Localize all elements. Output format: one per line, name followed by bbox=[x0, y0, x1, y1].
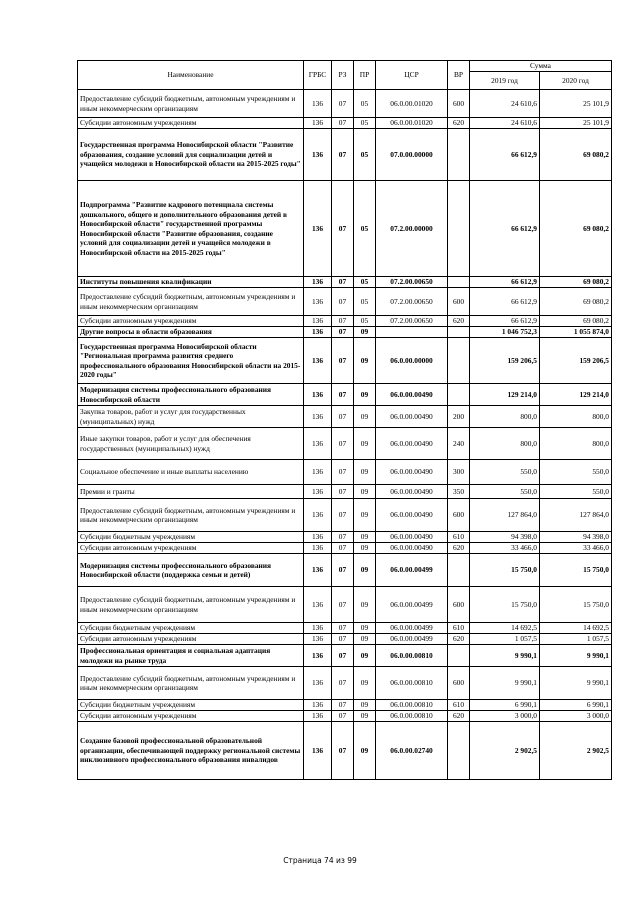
table-row bbox=[78, 532, 612, 543]
header-pr: ПР bbox=[354, 61, 376, 90]
cell-vr: 350 bbox=[448, 485, 470, 499]
cell-vr bbox=[448, 327, 470, 338]
cell-pr: 09 bbox=[354, 428, 376, 460]
cell-sum-2019: 550,0 bbox=[470, 485, 540, 499]
table-row bbox=[78, 288, 612, 316]
table-row bbox=[78, 316, 612, 327]
table-header bbox=[78, 61, 612, 90]
cell-name: Закупка товаров, работ и услуг для государственных (муниципальных) нужд bbox=[78, 406, 304, 428]
cell-csr: 06.0.00.00490 bbox=[376, 406, 448, 428]
cell-grbs: 136 bbox=[304, 587, 332, 623]
cell-rz: 07 bbox=[332, 667, 354, 700]
cell-name: Субсидии автономным учреждениям bbox=[78, 118, 304, 129]
cell-pr: 09 bbox=[354, 634, 376, 645]
table-row bbox=[78, 623, 612, 634]
cell-sum-2019: 94 398,0 bbox=[470, 532, 540, 543]
table-row bbox=[78, 667, 612, 700]
cell-sum-2020: 9 990,1 bbox=[540, 645, 612, 667]
cell-pr: 05 bbox=[354, 181, 376, 277]
cell-vr: 620 bbox=[448, 634, 470, 645]
cell-vr: 600 bbox=[448, 587, 470, 623]
cell-rz: 07 bbox=[332, 338, 354, 384]
cell-sum-2019: 33 466,0 bbox=[470, 543, 540, 554]
cell-sum-2019: 66 612,9 bbox=[470, 181, 540, 277]
cell-sum-2020: 129 214,0 bbox=[540, 384, 612, 406]
cell-pr: 09 bbox=[354, 338, 376, 384]
cell-name: Субсидии бюджетным учреждениям bbox=[78, 532, 304, 543]
table-row bbox=[78, 499, 612, 532]
cell-rz: 07 bbox=[332, 277, 354, 288]
cell-vr bbox=[448, 181, 470, 277]
cell-csr: 06.0.00.00499 bbox=[376, 587, 448, 623]
header-grbs: ГРБС bbox=[304, 61, 332, 90]
table-row bbox=[78, 460, 612, 485]
cell-csr bbox=[376, 327, 448, 338]
cell-sum-2020: 9 990,1 bbox=[540, 667, 612, 700]
header-name: Наименование bbox=[78, 61, 304, 90]
cell-sum-2020: 69 080,2 bbox=[540, 316, 612, 327]
cell-sum-2019: 66 612,9 bbox=[470, 316, 540, 327]
cell-csr: 06.0.00.00499 bbox=[376, 634, 448, 645]
cell-sum-2020: 69 080,2 bbox=[540, 181, 612, 277]
cell-grbs: 136 bbox=[304, 711, 332, 722]
cell-rz: 07 bbox=[332, 634, 354, 645]
cell-rz: 07 bbox=[332, 90, 354, 118]
cell-rz: 07 bbox=[332, 460, 354, 485]
cell-pr: 05 bbox=[354, 129, 376, 181]
cell-sum-2019: 9 990,1 bbox=[470, 645, 540, 667]
cell-name: Модернизация системы профессионального образования Новосибирской области (поддержка семьи и детей) bbox=[78, 554, 304, 587]
cell-rz: 07 bbox=[332, 327, 354, 338]
cell-name: Другие вопросы в области образования bbox=[78, 327, 304, 338]
cell-rz: 07 bbox=[332, 543, 354, 554]
cell-pr: 05 bbox=[354, 288, 376, 316]
header-year-2020: 2020 год bbox=[540, 72, 612, 90]
table-row bbox=[78, 181, 612, 277]
cell-csr: 06.0.00.01020 bbox=[376, 90, 448, 118]
cell-sum-2020: 550,0 bbox=[540, 460, 612, 485]
cell-vr: 610 bbox=[448, 532, 470, 543]
cell-vr: 610 bbox=[448, 700, 470, 711]
cell-sum-2020: 1 055 874,0 bbox=[540, 327, 612, 338]
cell-grbs: 136 bbox=[304, 634, 332, 645]
cell-csr: 06.0.00.00490 bbox=[376, 428, 448, 460]
cell-pr: 09 bbox=[354, 623, 376, 634]
cell-pr: 09 bbox=[354, 543, 376, 554]
cell-vr: 200 bbox=[448, 406, 470, 428]
cell-sum-2020: 14 692,5 bbox=[540, 623, 612, 634]
cell-rz: 07 bbox=[332, 316, 354, 327]
cell-sum-2019: 14 692,5 bbox=[470, 623, 540, 634]
table-row bbox=[78, 543, 612, 554]
cell-name: Субсидии автономным учреждениям bbox=[78, 634, 304, 645]
cell-rz: 07 bbox=[332, 118, 354, 129]
cell-grbs: 136 bbox=[304, 384, 332, 406]
cell-rz: 07 bbox=[332, 485, 354, 499]
cell-sum-2020: 69 080,2 bbox=[540, 277, 612, 288]
cell-grbs: 136 bbox=[304, 623, 332, 634]
table-row bbox=[78, 118, 612, 129]
cell-csr: 06.0.00.00810 bbox=[376, 645, 448, 667]
cell-csr: 06.0.00.00490 bbox=[376, 499, 448, 532]
cell-pr: 09 bbox=[354, 384, 376, 406]
cell-csr: 06.0.00.00499 bbox=[376, 554, 448, 587]
cell-vr: 600 bbox=[448, 288, 470, 316]
cell-name: Предоставление субсидий бюджетным, автономным учреждениям и иным некоммерческим организациям bbox=[78, 288, 304, 316]
cell-vr: 600 bbox=[448, 499, 470, 532]
cell-pr: 09 bbox=[354, 722, 376, 780]
cell-grbs: 136 bbox=[304, 181, 332, 277]
cell-csr: 06.0.00.00810 bbox=[376, 700, 448, 711]
header-vr: ВР bbox=[448, 61, 470, 90]
table-row bbox=[78, 722, 612, 780]
cell-grbs: 136 bbox=[304, 327, 332, 338]
header-sum: Сумма bbox=[470, 61, 612, 72]
cell-sum-2020: 2 902,5 bbox=[540, 722, 612, 780]
table-row bbox=[78, 485, 612, 499]
table-row bbox=[78, 277, 612, 288]
cell-sum-2020: 159 206,5 bbox=[540, 338, 612, 384]
cell-sum-2020: 127 864,0 bbox=[540, 499, 612, 532]
cell-name: Предоставление субсидий бюджетным, автономным учреждениям и иным некоммерческим организациям bbox=[78, 499, 304, 532]
cell-name: Субсидии автономным учреждениям bbox=[78, 543, 304, 554]
cell-sum-2019: 66 612,9 bbox=[470, 288, 540, 316]
cell-rz: 07 bbox=[332, 499, 354, 532]
cell-csr: 06.0.00.00490 bbox=[376, 543, 448, 554]
cell-name: Подпрограмма "Развитие кадрового потенциала системы дошкольного, общего и дополнительного образования детей в Новосибирской области" государственной программы Новосибирской области "Развитие образования, создание условий для социализации детей и учащейся молодежи в Новосибирской области на 2015-2025 годы" bbox=[78, 181, 304, 277]
cell-grbs: 136 bbox=[304, 645, 332, 667]
cell-vr bbox=[448, 384, 470, 406]
cell-name: Субсидии бюджетным учреждениям bbox=[78, 623, 304, 634]
cell-grbs: 136 bbox=[304, 316, 332, 327]
cell-pr: 09 bbox=[354, 485, 376, 499]
cell-grbs: 136 bbox=[304, 277, 332, 288]
cell-sum-2019: 66 612,9 bbox=[470, 277, 540, 288]
cell-name: Модернизация системы профессионального образования Новосибирской области bbox=[78, 384, 304, 406]
cell-vr: 240 bbox=[448, 428, 470, 460]
table-row bbox=[78, 700, 612, 711]
cell-csr: 06.0.00.02740 bbox=[376, 722, 448, 780]
table-row bbox=[78, 645, 612, 667]
cell-vr bbox=[448, 277, 470, 288]
cell-name: Премии и гранты bbox=[78, 485, 304, 499]
cell-sum-2020: 15 750,0 bbox=[540, 554, 612, 587]
cell-grbs: 136 bbox=[304, 667, 332, 700]
cell-sum-2019: 2 902,5 bbox=[470, 722, 540, 780]
cell-pr: 09 bbox=[354, 700, 376, 711]
cell-csr: 06.0.00.00490 bbox=[376, 485, 448, 499]
cell-csr: 06.0.00.00490 bbox=[376, 384, 448, 406]
cell-sum-2020: 800,0 bbox=[540, 406, 612, 428]
cell-sum-2019: 15 750,0 bbox=[470, 587, 540, 623]
table-row bbox=[78, 587, 612, 623]
cell-rz: 07 bbox=[332, 288, 354, 316]
cell-pr: 09 bbox=[354, 499, 376, 532]
cell-grbs: 136 bbox=[304, 700, 332, 711]
cell-grbs: 136 bbox=[304, 129, 332, 181]
cell-grbs: 136 bbox=[304, 428, 332, 460]
cell-pr: 09 bbox=[354, 532, 376, 543]
table-row bbox=[78, 634, 612, 645]
cell-csr: 07.2.00.00000 bbox=[376, 181, 448, 277]
cell-name: Государственная программа Новосибирской области "Развитие образования, создание условий для социализации детей и учащейся молодежи в Новосибирской области на 2015-2025 годы" bbox=[78, 129, 304, 181]
cell-rz: 07 bbox=[332, 428, 354, 460]
cell-grbs: 136 bbox=[304, 499, 332, 532]
table-row bbox=[78, 384, 612, 406]
cell-sum-2019: 129 214,0 bbox=[470, 384, 540, 406]
cell-rz: 07 bbox=[332, 554, 354, 587]
cell-vr: 300 bbox=[448, 460, 470, 485]
cell-csr: 06.0.00.00490 bbox=[376, 532, 448, 543]
cell-sum-2020: 25 101,9 bbox=[540, 90, 612, 118]
cell-sum-2019: 24 610,6 bbox=[470, 118, 540, 129]
cell-grbs: 136 bbox=[304, 288, 332, 316]
cell-name: Предоставление субсидий бюджетным, автономным учреждениям и иным некоммерческим организациям bbox=[78, 587, 304, 623]
table-row bbox=[78, 90, 612, 118]
cell-name: Субсидии бюджетным учреждениям bbox=[78, 700, 304, 711]
cell-csr: 06.0.00.00000 bbox=[376, 338, 448, 384]
cell-csr: 07.2.00.00650 bbox=[376, 277, 448, 288]
cell-rz: 07 bbox=[332, 700, 354, 711]
cell-rz: 07 bbox=[332, 384, 354, 406]
cell-sum-2020: 6 990,1 bbox=[540, 700, 612, 711]
cell-grbs: 136 bbox=[304, 460, 332, 485]
cell-pr: 09 bbox=[354, 460, 376, 485]
cell-rz: 07 bbox=[332, 711, 354, 722]
cell-sum-2020: 33 466,0 bbox=[540, 543, 612, 554]
cell-grbs: 136 bbox=[304, 722, 332, 780]
cell-sum-2020: 1 057,5 bbox=[540, 634, 612, 645]
cell-csr: 06.0.00.00499 bbox=[376, 623, 448, 634]
cell-vr: 620 bbox=[448, 316, 470, 327]
cell-sum-2020: 69 080,2 bbox=[540, 129, 612, 181]
cell-sum-2019: 800,0 bbox=[470, 428, 540, 460]
cell-sum-2020: 3 000,0 bbox=[540, 711, 612, 722]
cell-rz: 07 bbox=[332, 532, 354, 543]
cell-csr: 06.0.00.01020 bbox=[376, 118, 448, 129]
cell-grbs: 136 bbox=[304, 406, 332, 428]
table-row bbox=[78, 338, 612, 384]
cell-vr: 620 bbox=[448, 711, 470, 722]
cell-name: Профессиональная ориентация и социальная адаптация молодежи на рынке труда bbox=[78, 645, 304, 667]
cell-csr: 06.0.00.00490 bbox=[376, 460, 448, 485]
cell-rz: 07 bbox=[332, 181, 354, 277]
cell-sum-2019: 15 750,0 bbox=[470, 554, 540, 587]
cell-pr: 09 bbox=[354, 406, 376, 428]
table-row bbox=[78, 554, 612, 587]
header-year-2019: 2019 год bbox=[470, 72, 540, 90]
cell-sum-2020: 94 398,0 bbox=[540, 532, 612, 543]
cell-sum-2020: 25 101,9 bbox=[540, 118, 612, 129]
cell-sum-2019: 24 610,6 bbox=[470, 90, 540, 118]
cell-sum-2020: 800,0 bbox=[540, 428, 612, 460]
cell-name: Создание базовой профессиональной образовательной организации, обеспечивающей поддержку региональной системы инклюзивного профессионального образования инвалидов bbox=[78, 722, 304, 780]
cell-vr: 600 bbox=[448, 90, 470, 118]
cell-sum-2019: 66 612,9 bbox=[470, 129, 540, 181]
cell-pr: 09 bbox=[354, 667, 376, 700]
cell-grbs: 136 bbox=[304, 532, 332, 543]
cell-vr: 620 bbox=[448, 118, 470, 129]
cell-sum-2019: 9 990,1 bbox=[470, 667, 540, 700]
header-csr: ЦСР bbox=[376, 61, 448, 90]
cell-grbs: 136 bbox=[304, 554, 332, 587]
table-body bbox=[78, 90, 612, 780]
cell-grbs: 136 bbox=[304, 118, 332, 129]
budget-table bbox=[77, 60, 612, 780]
cell-pr: 09 bbox=[354, 587, 376, 623]
cell-vr: 620 bbox=[448, 543, 470, 554]
cell-vr: 600 bbox=[448, 667, 470, 700]
cell-vr bbox=[448, 722, 470, 780]
cell-vr bbox=[448, 338, 470, 384]
cell-rz: 07 bbox=[332, 129, 354, 181]
page-number: Страница 74 из 99 bbox=[283, 856, 357, 865]
cell-sum-2019: 1 057,5 bbox=[470, 634, 540, 645]
cell-sum-2020: 69 080,2 bbox=[540, 288, 612, 316]
table-row bbox=[78, 129, 612, 181]
cell-rz: 07 bbox=[332, 406, 354, 428]
cell-rz: 07 bbox=[332, 623, 354, 634]
cell-grbs: 136 bbox=[304, 543, 332, 554]
cell-pr: 05 bbox=[354, 118, 376, 129]
cell-sum-2019: 159 206,5 bbox=[470, 338, 540, 384]
cell-csr: 07.2.00.00650 bbox=[376, 316, 448, 327]
cell-rz: 07 bbox=[332, 645, 354, 667]
cell-pr: 09 bbox=[354, 711, 376, 722]
cell-name: Субсидии автономным учреждениям bbox=[78, 316, 304, 327]
cell-grbs: 136 bbox=[304, 485, 332, 499]
cell-sum-2019: 1 046 752,3 bbox=[470, 327, 540, 338]
cell-pr: 05 bbox=[354, 90, 376, 118]
cell-sum-2020: 15 750,0 bbox=[540, 587, 612, 623]
cell-sum-2019: 3 000,0 bbox=[470, 711, 540, 722]
cell-name: Институты повышения квалификации bbox=[78, 277, 304, 288]
cell-pr: 09 bbox=[354, 554, 376, 587]
cell-sum-2019: 800,0 bbox=[470, 406, 540, 428]
cell-rz: 07 bbox=[332, 587, 354, 623]
cell-csr: 07.0.00.00000 bbox=[376, 129, 448, 181]
cell-name: Социальное обеспечение и иные выплаты населению bbox=[78, 460, 304, 485]
cell-pr: 09 bbox=[354, 645, 376, 667]
cell-vr bbox=[448, 129, 470, 181]
table-row bbox=[78, 406, 612, 428]
cell-name: Предоставление субсидий бюджетным, автономным учреждениям и иным некоммерческим организациям bbox=[78, 667, 304, 700]
cell-pr: 09 bbox=[354, 327, 376, 338]
cell-sum-2019: 127 864,0 bbox=[470, 499, 540, 532]
table-row bbox=[78, 428, 612, 460]
cell-sum-2020: 550,0 bbox=[540, 485, 612, 499]
cell-vr bbox=[448, 645, 470, 667]
cell-csr: 06.0.00.00810 bbox=[376, 711, 448, 722]
cell-pr: 05 bbox=[354, 316, 376, 327]
cell-sum-2019: 6 990,1 bbox=[470, 700, 540, 711]
cell-name: Иные закупки товаров, работ и услуг для обеспечения государственных (муниципальных) нужд bbox=[78, 428, 304, 460]
cell-grbs: 136 bbox=[304, 338, 332, 384]
table-row bbox=[78, 711, 612, 722]
cell-csr: 07.2.00.00650 bbox=[376, 288, 448, 316]
table-row bbox=[78, 327, 612, 338]
cell-name: Субсидии автономным учреждениям bbox=[78, 711, 304, 722]
cell-name: Предоставление субсидий бюджетным, автономным учреждениям и иным некоммерческим организациям bbox=[78, 90, 304, 118]
header-rz: РЗ bbox=[332, 61, 354, 90]
cell-pr: 05 bbox=[354, 277, 376, 288]
cell-vr: 610 bbox=[448, 623, 470, 634]
cell-vr bbox=[448, 554, 470, 587]
cell-grbs: 136 bbox=[304, 90, 332, 118]
cell-csr: 06.0.00.00810 bbox=[376, 667, 448, 700]
cell-name: Государственная программа Новосибирской области "Региональная программа развития среднего профессионального образования Новосибирской области на 2015-2020 годы" bbox=[78, 338, 304, 384]
cell-sum-2019: 550,0 bbox=[470, 460, 540, 485]
cell-rz: 07 bbox=[332, 722, 354, 780]
